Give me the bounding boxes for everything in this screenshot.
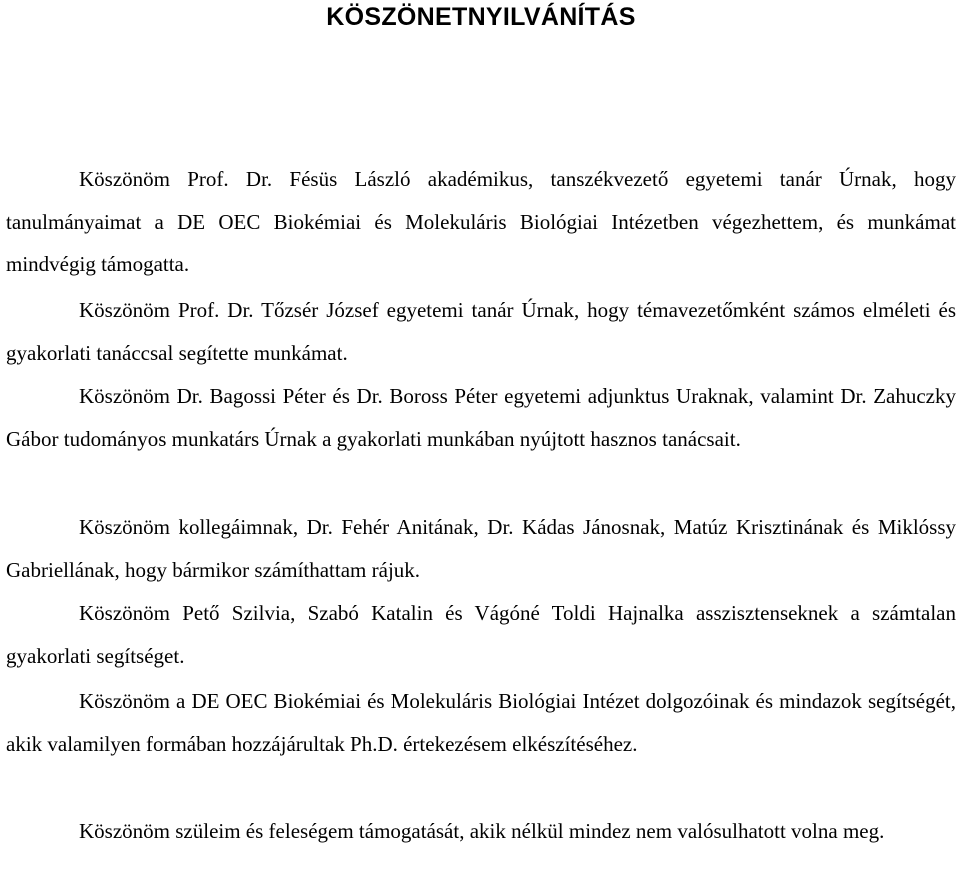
paragraph-colleagues: Köszönöm kollegáimnak, Dr. Fehér Anitának, Dr. Kádas Jánosnak, Matúz Krisztinának és Miklóssy Gabriellának, hogy bármikor számíthattam rájuk. — [6, 515, 956, 582]
paragraph-tozser: Köszönöm Prof. Dr. Tőzsér József egyetemi tanár Úrnak, hogy témavezetőmként számos elméleti és gyakorlati tanáccsal segítette munkámat. — [6, 298, 956, 365]
paragraph-bagossi-boross: Köszönöm Dr. Bagossi Péter és Dr. Boross Péter egyetemi adjunktus Uraknak, valamint Dr. Zahuczky Gábor tudományos munkatárs Úrnak a gyakorlati munkában nyújtott hasznos tanácsait. — [6, 384, 956, 451]
paragraph-assistants: Köszönöm Pető Szilvia, Szabó Katalin és Vágóné Toldi Hajnalka asszisztenseknek a számtalan gyakorlati segítséget. — [6, 601, 956, 668]
paragraph-institute: Köszönöm a DE OEC Biokémiai és Molekuláris Biológiai Intézet dolgozóinak és mindazok segítségét, akik valamilyen formában hozzájárultak Ph.D. értekezésem elkészítéséhez. — [6, 689, 956, 756]
paragraph-family: Köszönöm szüleim és feleségem támogatását, akik nélkül mindez nem valósulhatott volna meg. — [79, 819, 885, 843]
paragraph-fesus: Köszönöm Prof. Dr. Fésüs László akadémikus, tanszékvezető egyetemi tanár Úrnak, hogy tanulmányaimat a DE OEC Biokémiai és Molekuláris Biológiai Intézetben végezhettem, és munkámat mindvégig támogatta. — [6, 167, 956, 276]
page-title: KÖSZÖNETNYILVÁNÍTÁS — [326, 3, 636, 31]
